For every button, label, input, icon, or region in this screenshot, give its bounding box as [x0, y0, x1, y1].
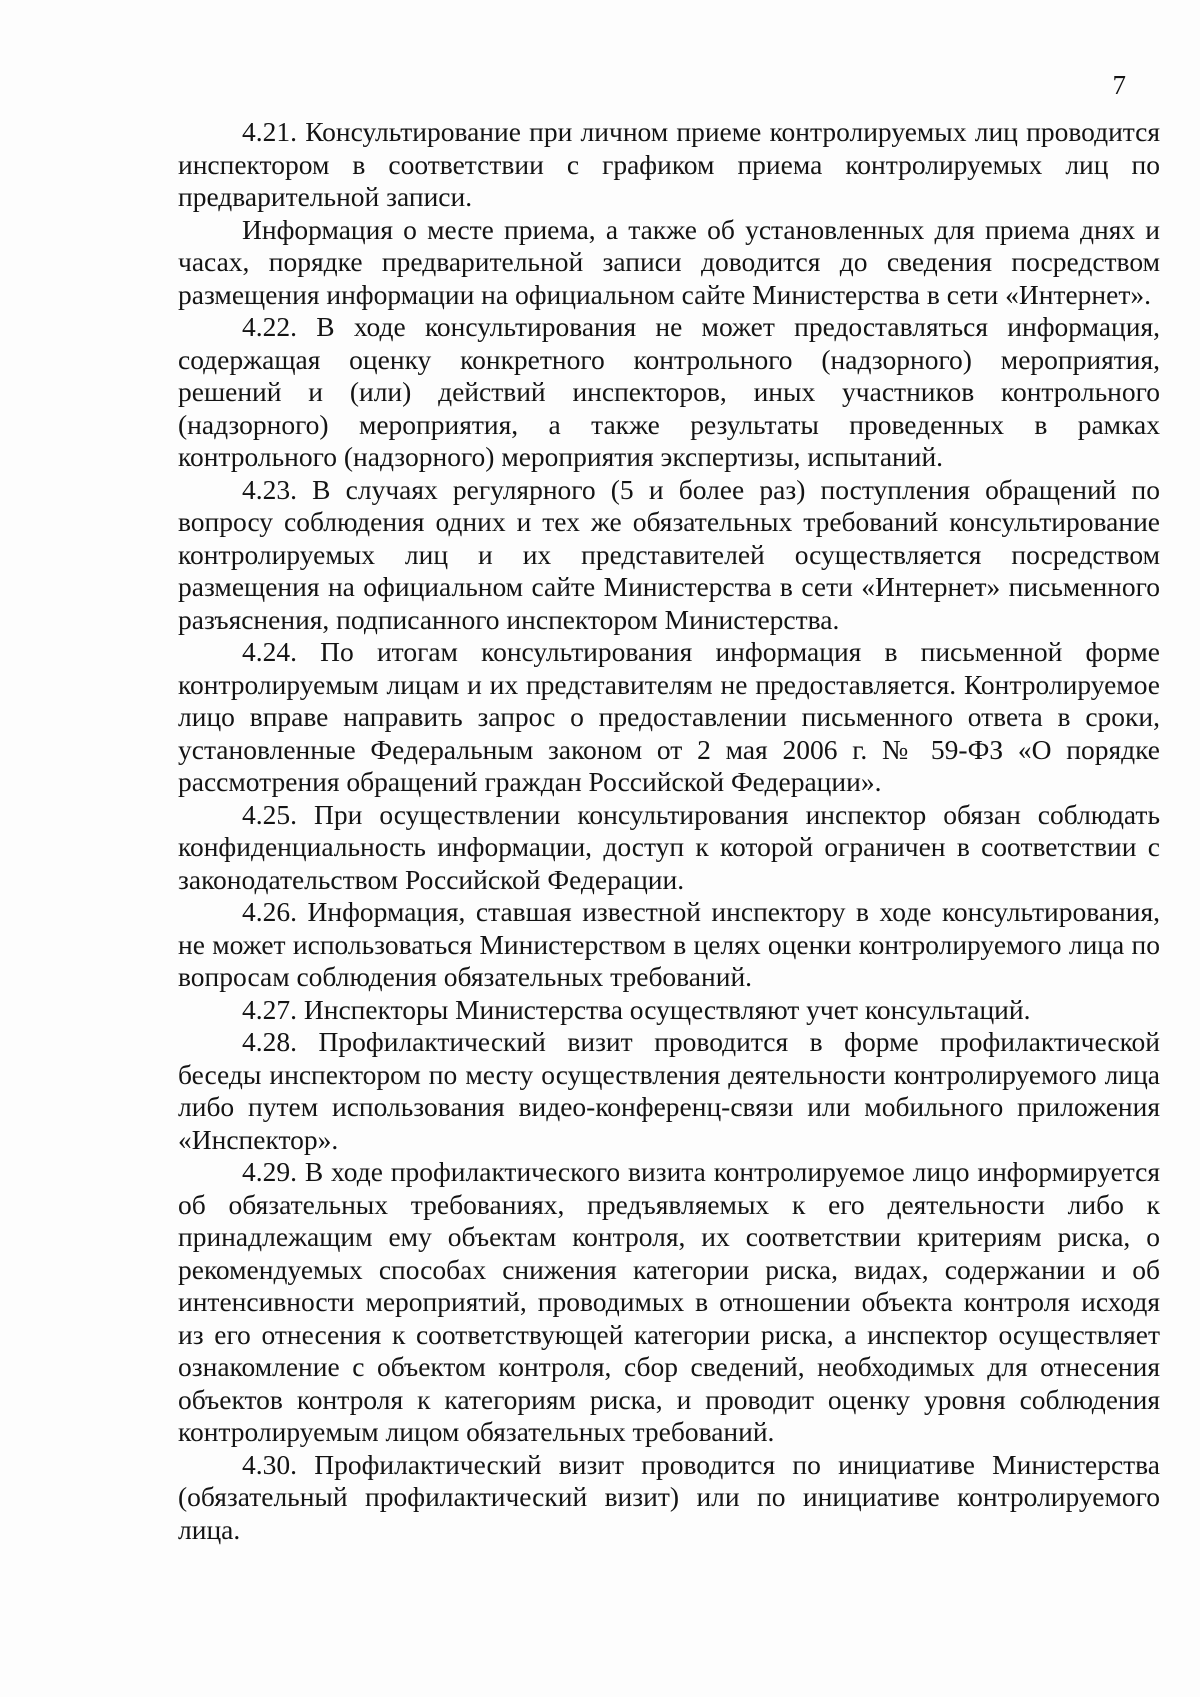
paragraph-4-30: 4.30. Профилактический визит проводится по инициативе Министерства (обязательный профилактический визит) или по инициативе контролируемого лица.	[178, 1448, 1160, 1545]
document-body	[178, 116, 1160, 1546]
paragraph-4-23: 4.23. В случаях регулярного (5 и более раз) поступления обращений по вопросу соблюдения одних и тех же обязательных требований консультирование контролируемых лиц и их представителей осуществляется посредством размещения на официальном сайте Министерства в сети «Интернет» письменного разъяснения, подписанного инспектором Министерства.	[178, 473, 1160, 635]
paragraph-4-21: 4.21. Консультирование при личном приеме контролируемых лиц проводится инспектором в соответствии с графиком приема контролируемых лиц по предварительной записи.	[178, 116, 1160, 212]
paragraph-4-27: 4.27. Инспекторы Министерства осуществляют учет консультаций.	[242, 993, 1031, 1025]
paragraph-4-26: 4.26. Информация, ставшая известной инспектору в ходе консультирования, не может использоваться Министерством в целях оценки контролируемого лица по вопросам соблюдения обязательных требований.	[178, 896, 1160, 992]
paragraph-4-29: 4.29. В ходе профилактического визита контролируемое лицо информируется об обязательных требованиях, предъявляемых к его деятельности либо к принадлежащим ему объектам контроля, их соответствии критериям риска, о рекомендуемых способах снижения категории риска, видах, содержании и об интенсивности мероприятий, проводимых в отношении объекта контроля исходя из его отнесения к соответствующей категории риска, а инспектор осуществляет ознакомление с объектом контроля, сбор сведений, необходимых для отнесения объектов контроля к категориям риска, и проводит оценку уровня соблюдения контролируемым лицом обязательных требований.	[178, 1156, 1160, 1447]
paragraph-4-22: 4.22. В ходе консультирования не может предоставляться информация, содержащая оценку конкретного контрольного (надзорного) мероприятия, решений и (или) действий инспекторов, иных участников контрольного (надзорного) мероприятия, а также результаты проведенных в рамках контрольного (надзорного) мероприятия экспертизы, испытаний.	[178, 311, 1160, 472]
paragraph-4-25: 4.25. При осуществлении консультирования инспектор обязан соблюдать конфиденциальность информации, доступ к которой ограничен в соответствии с законодательством Российской Федерации.	[178, 798, 1160, 895]
paragraph-4-24: 4.24. По итогам консультирования информация в письменной форме контролируемым лицам и их представителям не предоставляется. Контролируемое лицо вправе направить запрос о предоставлении письменного ответа в сроки, установленные Федеральным законом от 2 мая 2006 г. № 59-ФЗ «О порядке рассмотрения обращений граждан Российской Федерации».	[178, 636, 1160, 797]
paragraph-4-28: 4.28. Профилактический визит проводится в форме профилактической беседы инспектором по месту осуществления деятельности контролируемого лица либо путем использования видео-конференц-связи или мобильного приложения «Инспектор».	[178, 1026, 1160, 1155]
page-number: 7	[1112, 70, 1126, 100]
paragraph-4-21-info: Информация о месте приема, а также об установленных для приема днях и часах, порядке предварительной записи доводится до сведения посредством размещения информации на официальном сайте Министерства в сети «Интернет».	[178, 213, 1160, 310]
